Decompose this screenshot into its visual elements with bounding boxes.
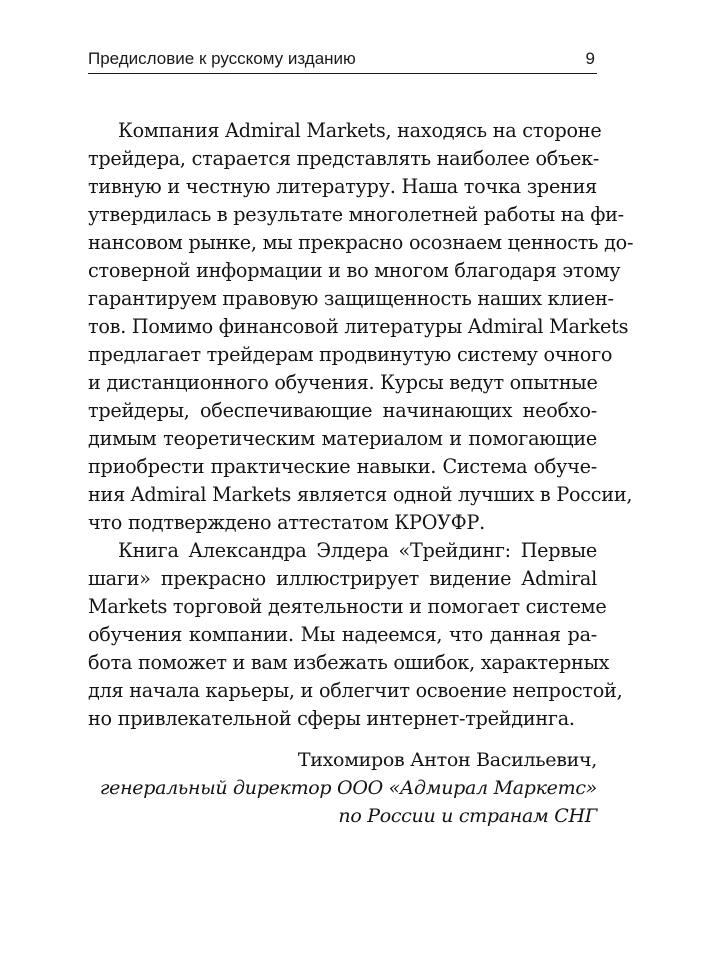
text-line: утвердилась в результате многолетней работы на фи- bbox=[88, 203, 624, 226]
body-text bbox=[88, 117, 634, 733]
text-line: что подтверждено аттестатом КРОУФР. bbox=[88, 511, 485, 534]
text-line: предлагает трейдерам продвинутую систему очного bbox=[88, 343, 613, 366]
text-line: шаги» прекрасно иллюстрирует видение Admiral bbox=[88, 567, 597, 590]
text-line: ния Admiral Markets является одной лучших в России, bbox=[88, 483, 633, 506]
text-line: трейдеры, обеспечивающие начинающих необхо- bbox=[88, 399, 597, 422]
text-line: бота поможет и вам избежать ошибок, характерных bbox=[88, 651, 610, 674]
text-line: Компания Admiral Markets, находясь на стороне bbox=[118, 119, 602, 142]
text-line: нансовом рынке, мы прекрасно осознаем ценность до- bbox=[88, 231, 634, 254]
text-line: тов. Помимо финансовой литературы Admiral Markets bbox=[88, 315, 629, 338]
signature-position: генеральный директор ООО «Адмирал Маркетс» bbox=[99, 777, 597, 799]
paragraph-1 bbox=[88, 117, 634, 537]
text-line: димым теоретическим материалом и помогающие bbox=[88, 427, 597, 450]
text-line: для начала карьеры, и облегчит освоение непростой, bbox=[88, 679, 623, 702]
signature-region: по России и странам СНГ bbox=[338, 805, 597, 827]
text-line: тивную и честную литературу. Наша точка зрения bbox=[88, 175, 597, 198]
running-head bbox=[88, 45, 597, 74]
paragraph-2 bbox=[88, 537, 623, 733]
running-head-title: Предисловие к русскому изданию bbox=[88, 49, 356, 68]
text-line: обучения компании. Мы надеемся, что данная ра- bbox=[88, 623, 597, 646]
text-line: трейдера, старается представлять наиболее объек- bbox=[88, 147, 600, 170]
signature-name: Тихомиров Антон Васильевич, bbox=[297, 749, 597, 771]
text-line: но привлекательной сферы интернет-трейдинга. bbox=[88, 707, 575, 730]
text-line: Книга Александра Элдера «Трейдинг: Первые bbox=[118, 539, 597, 562]
text-line: гарантируем правовую защищенность наших клиен- bbox=[88, 287, 614, 310]
page-number: 9 bbox=[585, 49, 595, 68]
text-line: Markets торговой деятельности и помогает системе bbox=[88, 595, 607, 618]
text-line: и дистанционного обучения. Курсы ведут опытные bbox=[88, 371, 598, 394]
text-line: стоверной информации и во многом благодаря этому bbox=[88, 259, 621, 282]
text-line: приобрести практические навыки. Система обуче- bbox=[88, 455, 597, 478]
signature-block bbox=[88, 746, 597, 830]
